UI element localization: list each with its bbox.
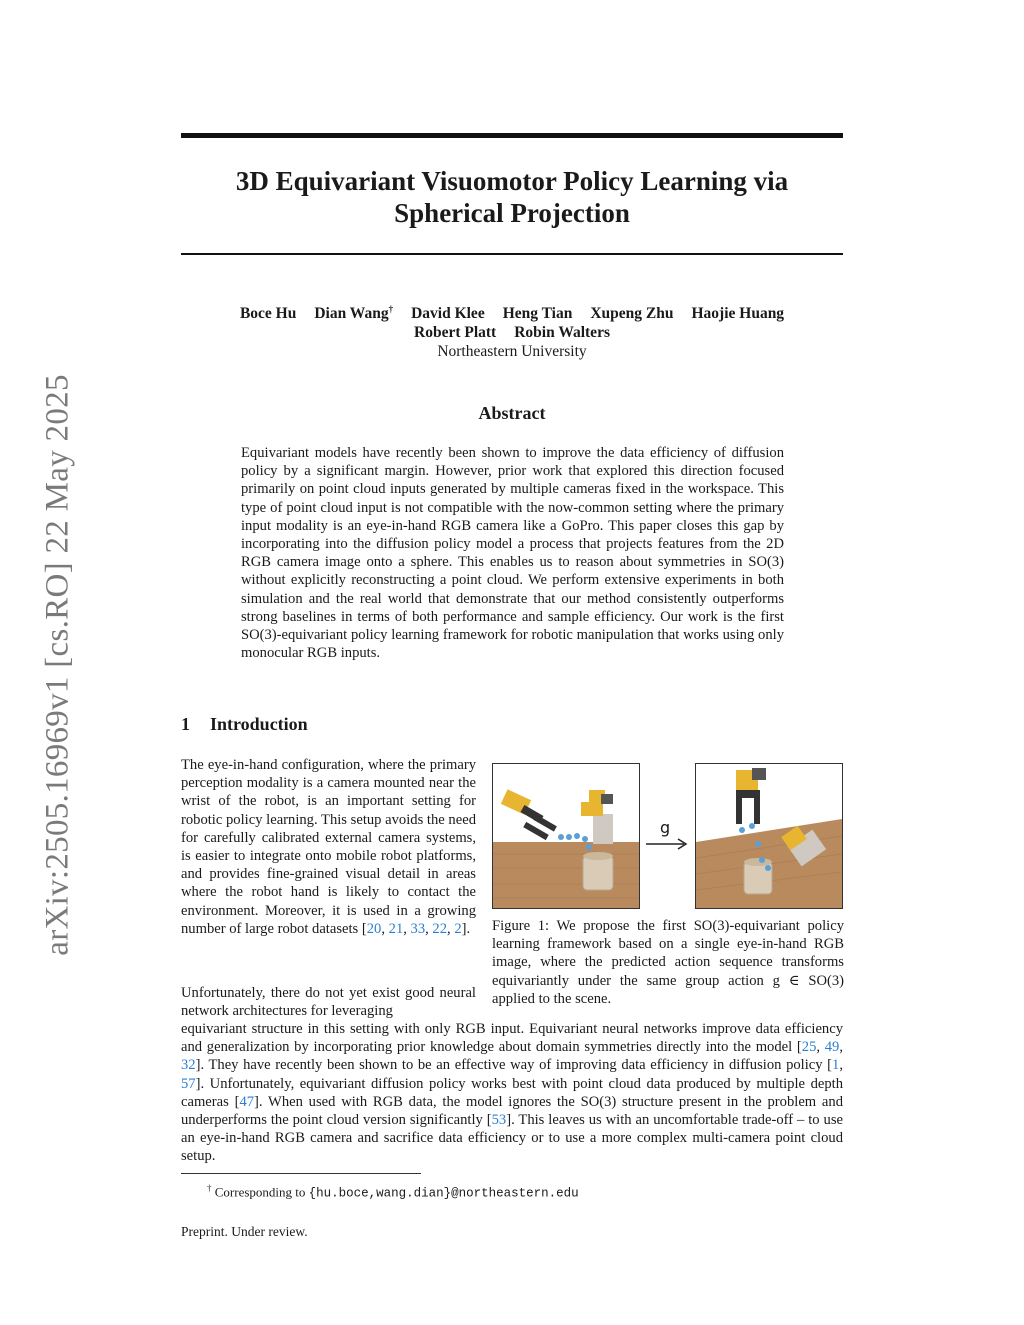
section-number: 1 <box>181 714 190 734</box>
author-block <box>181 300 843 361</box>
citation-link[interactable]: 21 <box>388 920 404 937</box>
citation-link[interactable]: 1 <box>832 1057 840 1074</box>
preprint-notice: Preprint. Under review. <box>181 1224 308 1239</box>
dagger-mark: † <box>388 304 394 314</box>
robot-scene-image <box>493 764 639 908</box>
section-title: Introduction <box>210 714 308 734</box>
figure-1 <box>492 763 844 911</box>
group-action-label: g <box>660 818 671 837</box>
citation-link[interactable]: 32 <box>181 1057 196 1074</box>
author-name: Dian Wang† <box>314 304 394 323</box>
citation-link[interactable]: 25 <box>801 1039 817 1056</box>
author-name: Heng Tian <box>502 305 573 323</box>
author-name: Haojie Huang <box>691 305 785 323</box>
intro-paragraph-2: equivariant structure in this setting with only RGB input. Equivariant neural networks improve data efficiency and generalization by incorporating prior knowledge about domain symmetries directly into the model [25, 49, 32]. They have recently been shown to be an effective way of improving data efficiency in diffusion policy [1, 57]. Unfortunately, equivariant diffusion policy works best with point cloud data produced by multiple depth cameras [47]. When used with RGB data, the model ignores the SO(3) structure present in the problem and underperforms the point cloud version significantly [53]. This leaves us with an uncomfortable trade-off – to use an eye-in-hand RGB camera and sacrifice data efficiency or to use a more complex multi-camera point cloud setup. <box>181 1021 844 1165</box>
author-line-1 <box>181 300 843 323</box>
robot-scene-image-rotated <box>696 764 842 908</box>
affiliation: Northeastern University <box>437 343 587 361</box>
transform-arrow <box>644 818 690 858</box>
paper-title: 3D Equivariant Visuomotor Policy Learning via Spherical Projection <box>235 166 789 228</box>
author-line-2 <box>181 323 843 342</box>
footnote <box>207 1180 579 1201</box>
author-name: Robin Walters <box>514 324 610 342</box>
footnote-mark: † <box>207 1183 212 1193</box>
footnote-text: Corresponding to <box>214 1184 309 1200</box>
footnote-rule <box>181 1173 421 1174</box>
title-bottom-rule <box>181 253 843 255</box>
arxiv-identifier: arXiv:2505.16969v1 [cs.RO] 22 May 2025 <box>39 374 76 956</box>
scene-panel-transformed <box>695 763 843 909</box>
author-name: David Klee <box>411 305 485 323</box>
author-name: Boce Hu <box>239 305 297 323</box>
citation-link[interactable]: 22 <box>432 920 448 937</box>
citation-link[interactable]: 33 <box>410 920 426 937</box>
figure-1-caption: Figure 1: We propose the first SO(3)-equivariant policy learning framework based on a single eye-in-hand RGB image, where the predicted action sequence transforms equivariantly under the same group action g ∈ SO(3) applied to the scene. <box>492 918 844 1007</box>
citation-link[interactable]: 57 <box>181 1075 196 1092</box>
intro-paragraph-2-lead: Unfortunately, there do not yet exist good neural network architectures for leveraging <box>181 985 476 1020</box>
author-name: Xupeng Zhu <box>590 305 674 323</box>
abstract-text: Equivariant models have recently been shown to improve the data efficiency of diffusion policy by a significant margin. However, prior work that explored this direction focused primarily on point cloud inputs generated by multiple cameras fixed in the workspace. This type of point cloud input is not compatible with the now-common setting where the primary input modality is an eye-in-hand RGB camera like a GoPro. This paper closes this gap by incorporating into the diffusion policy model a process that projects features from the 2D RGB camera image onto a sphere. This enables us to reason about symmetries in SO(3) without explicitly reconstructing a point cloud. We perform extensive experiments in both simulation and the real world that demonstrate that our method consistently outperforms strong baselines in terms of both performance and sample efficiency. Our work is the first SO(3)-equivariant policy learning framework for robotic manipulation that works using only monocular RGB inputs. <box>241 445 784 662</box>
citation-link[interactable]: 49 <box>824 1039 840 1056</box>
citation-link[interactable]: 53 <box>491 1112 507 1129</box>
intro-paragraph-1: The eye-in-hand configuration, where the primary perception modality is a camera mounted near the wrist of the robot, is an important setting for robotic policy learning. This setup avoids the need for carefully calibrated external camera systems, is easier to integrate onto mobile robot platforms, and provides fine-grained visual detail in areas where the robot hand is likely to contact the environment. Moreover, it is used in a growing number of large robot datasets [20, 21, 33, 22, 2]. <box>181 757 476 937</box>
citation-link[interactable]: 2 <box>454 920 462 937</box>
citation-link[interactable]: 47 <box>239 1093 255 1110</box>
author-name: Robert Platt <box>414 324 497 342</box>
scene-panel-original <box>492 763 640 909</box>
citation-link[interactable]: 20 <box>366 920 382 937</box>
footnote-email[interactable]: {hu.boce,wang.dian}@northeastern.edu <box>308 1186 579 1201</box>
title-top-rule <box>181 133 843 138</box>
section-heading <box>181 714 308 735</box>
abstract-heading: Abstract <box>478 403 546 423</box>
